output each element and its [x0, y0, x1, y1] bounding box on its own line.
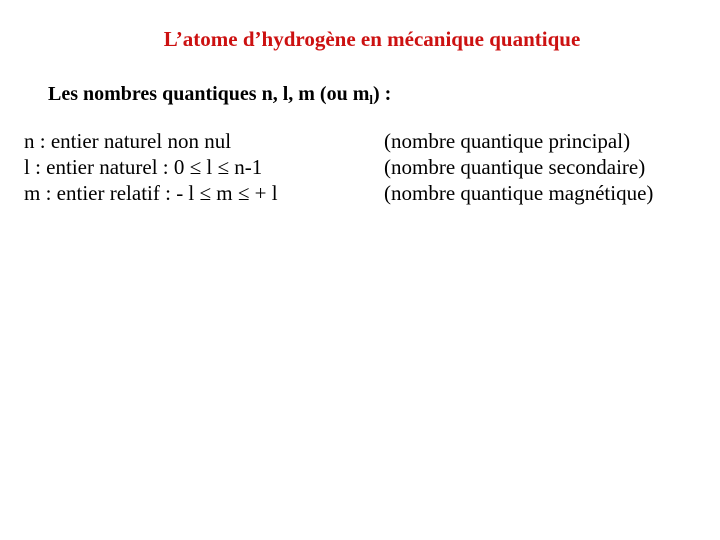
slide-title: L’atome d’hydrogène en mécanique quantique — [163, 27, 581, 51]
subtitle-text: Les nombres quantiques n, l, m (ou m — [48, 83, 370, 105]
rule-n: n : entier naturel non nul — [24, 129, 232, 153]
subtitle-end: ) : — [372, 83, 392, 105]
name-principal: (nombre quantique principal) — [384, 129, 631, 153]
subtitle-subscript: l — [369, 92, 373, 107]
slide-subtitle — [48, 81, 391, 113]
name-secondary: (nombre quantique secondaire) — [384, 155, 646, 179]
quantum-number-names — [384, 128, 653, 206]
rule-l: l : entier naturel : 0 ≤ l ≤ n-1 — [24, 155, 263, 179]
name-magnetic: (nombre quantique magnétique) — [384, 181, 654, 205]
quantum-number-rules — [24, 128, 278, 206]
rule-m: m : entier relatif : - l ≤ m ≤ + l — [24, 181, 278, 205]
